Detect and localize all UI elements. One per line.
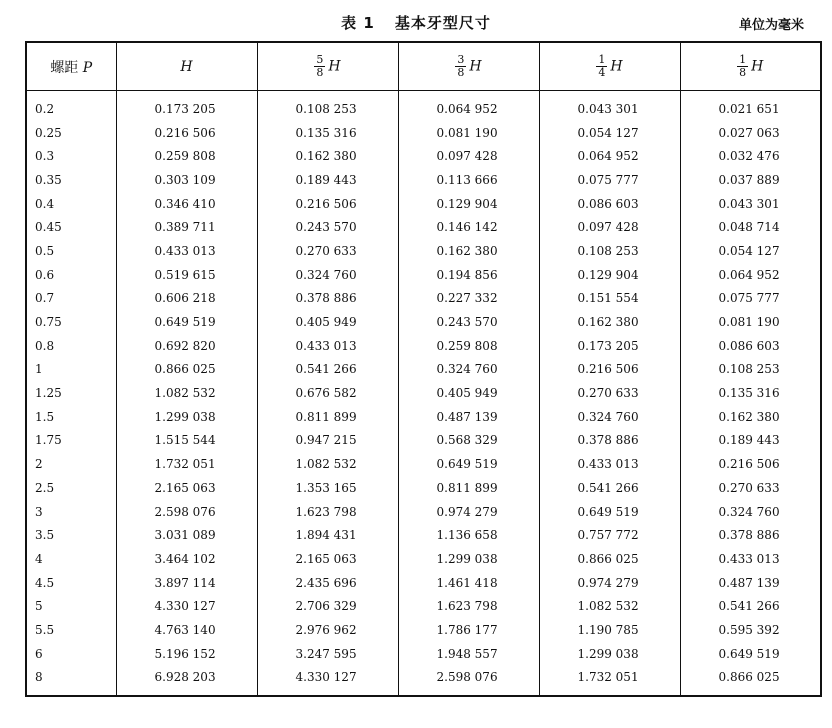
five-eighths-h-cell: 0.324 760 [257, 263, 398, 287]
pitch-cell: 0.4 [35, 196, 55, 211]
pitch-cell: 5.5 [35, 622, 55, 637]
five-eighths-h-cell: 0.676 582 [257, 381, 398, 405]
table-row [26, 144, 821, 168]
table-number: 表 1 [341, 14, 375, 32]
table-row [26, 476, 821, 500]
h-symbol: H [751, 58, 764, 75]
h-cell: 0.866 025 [116, 358, 257, 382]
three-eighths-h-cell: 0.568 329 [398, 429, 539, 453]
three-eighths-h-cell: 0.324 760 [398, 358, 539, 382]
eighth-h-cell: 0.595 392 [680, 618, 821, 642]
pitch-cell: 5 [35, 599, 43, 614]
h-cell: 0.692 820 [116, 334, 257, 358]
fraction-numerator: 5 [316, 53, 324, 66]
three-eighths-h-cell: 1.786 177 [398, 618, 539, 642]
quarter-h-cell: 0.151 554 [539, 287, 680, 311]
column-header-h [116, 42, 257, 91]
pitch-cell: 3 [35, 504, 43, 519]
three-eighths-h-cell: 1.623 798 [398, 594, 539, 618]
table-row [26, 594, 821, 618]
quarter-h-cell: 0.173 205 [539, 334, 680, 358]
quarter-h-cell: 0.043 301 [539, 91, 680, 121]
five-eighths-h-cell: 0.243 570 [257, 215, 398, 239]
eighth-h-cell: 0.064 952 [680, 263, 821, 287]
five-eighths-h-cell: 0.270 633 [257, 239, 398, 263]
five-eighths-h-cell: 3.247 595 [257, 642, 398, 666]
eighth-h-cell: 0.189 443 [680, 429, 821, 453]
eighth-h-cell: 0.216 506 [680, 452, 821, 476]
h-cell: 3.464 102 [116, 547, 257, 571]
h-cell: 3.031 089 [116, 523, 257, 547]
quarter-h-cell: 0.054 127 [539, 121, 680, 145]
fraction [737, 54, 748, 79]
fraction-denominator: 8 [316, 66, 324, 79]
pitch-cell: 0.2 [35, 101, 55, 116]
h-cell: 0.259 808 [116, 144, 257, 168]
three-eighths-h-cell: 1.461 418 [398, 571, 539, 595]
column-header-five-eighths-h [257, 42, 398, 91]
five-eighths-h-cell: 0.108 253 [257, 91, 398, 121]
quarter-h-cell: 1.299 038 [539, 642, 680, 666]
table-row [26, 91, 821, 121]
five-eighths-h-cell: 0.378 886 [257, 287, 398, 311]
h-cell: 0.346 410 [116, 192, 257, 216]
five-eighths-h-cell: 0.405 949 [257, 310, 398, 334]
five-eighths-h-cell: 0.162 380 [257, 144, 398, 168]
h-cell: 5.196 152 [116, 642, 257, 666]
quarter-h-cell: 0.086 603 [539, 192, 680, 216]
fraction-numerator: 1 [739, 53, 747, 66]
three-eighths-h-cell: 2.598 076 [398, 666, 539, 697]
eighth-h-cell: 0.027 063 [680, 121, 821, 145]
h-symbol: H [328, 58, 341, 75]
eighth-h-cell: 0.108 253 [680, 358, 821, 382]
table-caption: 基本牙型尺寸 [394, 14, 491, 32]
three-eighths-h-cell: 0.243 570 [398, 310, 539, 334]
quarter-h-cell: 0.649 519 [539, 500, 680, 524]
five-eighths-h-cell: 4.330 127 [257, 666, 398, 697]
five-eighths-h-cell: 0.433 013 [257, 334, 398, 358]
table-row [26, 310, 821, 334]
column-header-eighth-h [680, 42, 821, 91]
h-cell: 0.519 615 [116, 263, 257, 287]
three-eighths-h-cell: 0.162 380 [398, 239, 539, 263]
pitch-cell: 0.7 [35, 291, 55, 306]
h-cell: 0.433 013 [116, 239, 257, 263]
quarter-h-cell: 1.082 532 [539, 594, 680, 618]
three-eighths-h-cell: 0.405 949 [398, 381, 539, 405]
three-eighths-h-cell: 0.194 856 [398, 263, 539, 287]
thread-dimensions-table [25, 41, 822, 697]
table-row [26, 452, 821, 476]
h-cell: 2.598 076 [116, 500, 257, 524]
three-eighths-h-cell: 0.974 279 [398, 500, 539, 524]
pitch-symbol: P [82, 59, 93, 76]
eighth-h-cell: 0.021 651 [680, 91, 821, 121]
column-header-three-eighths-h [398, 42, 539, 91]
eighth-h-cell: 0.324 760 [680, 500, 821, 524]
pitch-cell: 1.5 [35, 409, 55, 424]
eighth-h-cell: 0.433 013 [680, 547, 821, 571]
h-cell: 0.173 205 [116, 91, 257, 121]
five-eighths-h-cell: 2.165 063 [257, 547, 398, 571]
eighth-h-cell: 0.054 127 [680, 239, 821, 263]
h-cell: 2.165 063 [116, 476, 257, 500]
table-body [26, 91, 821, 697]
quarter-h-cell: 0.270 633 [539, 381, 680, 405]
pitch-cell: 4 [35, 551, 43, 566]
fraction [455, 54, 466, 79]
pitch-cell: 0.75 [35, 315, 62, 330]
five-eighths-h-cell: 0.811 899 [257, 405, 398, 429]
pitch-cell: 0.3 [35, 149, 55, 164]
table-row [26, 215, 821, 239]
pitch-label: 螺距 [50, 59, 79, 76]
quarter-h-cell: 0.097 428 [539, 215, 680, 239]
h-cell: 3.897 114 [116, 571, 257, 595]
table-row [26, 547, 821, 571]
pitch-cell: 0.45 [35, 220, 62, 235]
five-eighths-h-cell: 0.541 266 [257, 358, 398, 382]
h-cell: 6.928 203 [116, 666, 257, 697]
three-eighths-h-cell: 0.129 904 [398, 192, 539, 216]
pitch-cell: 0.6 [35, 267, 55, 282]
h-cell: 0.389 711 [116, 215, 257, 239]
h-cell: 0.216 506 [116, 121, 257, 145]
pitch-cell: 8 [35, 670, 43, 685]
table-row [26, 642, 821, 666]
fraction-denominator: 8 [739, 66, 747, 79]
table-row [26, 500, 821, 524]
table-row [26, 287, 821, 311]
pitch-cell: 3.5 [35, 528, 55, 543]
eighth-h-cell: 0.037 889 [680, 168, 821, 192]
quarter-h-cell: 0.378 886 [539, 429, 680, 453]
quarter-h-cell: 0.075 777 [539, 168, 680, 192]
h-cell: 4.763 140 [116, 618, 257, 642]
three-eighths-h-cell: 1.948 557 [398, 642, 539, 666]
table-row [26, 192, 821, 216]
three-eighths-h-cell: 0.081 190 [398, 121, 539, 145]
pitch-cell: 1.75 [35, 433, 62, 448]
three-eighths-h-cell: 1.136 658 [398, 523, 539, 547]
eighth-h-cell: 0.075 777 [680, 287, 821, 311]
h-cell: 4.330 127 [116, 594, 257, 618]
table-row [26, 571, 821, 595]
pitch-cell: 0.25 [35, 125, 62, 140]
quarter-h-cell: 0.757 772 [539, 523, 680, 547]
h-symbol: H [469, 58, 482, 75]
eighth-h-cell: 0.162 380 [680, 405, 821, 429]
quarter-h-cell: 0.108 253 [539, 239, 680, 263]
quarter-h-cell: 0.324 760 [539, 405, 680, 429]
three-eighths-h-cell: 0.113 666 [398, 168, 539, 192]
fraction-numerator: 1 [598, 53, 606, 66]
five-eighths-h-cell: 1.894 431 [257, 523, 398, 547]
pitch-cell: 0.5 [35, 243, 55, 258]
five-eighths-h-cell: 0.135 316 [257, 121, 398, 145]
eighth-h-cell: 0.032 476 [680, 144, 821, 168]
five-eighths-h-cell: 2.976 962 [257, 618, 398, 642]
h-cell: 1.082 532 [116, 381, 257, 405]
fraction [596, 54, 607, 79]
three-eighths-h-cell: 0.487 139 [398, 405, 539, 429]
table-row [26, 121, 821, 145]
h-cell: 0.606 218 [116, 287, 257, 311]
three-eighths-h-cell: 0.064 952 [398, 91, 539, 121]
three-eighths-h-cell: 1.299 038 [398, 547, 539, 571]
eighth-h-cell: 0.135 316 [680, 381, 821, 405]
quarter-h-cell: 1.190 785 [539, 618, 680, 642]
three-eighths-h-cell: 0.146 142 [398, 215, 539, 239]
eighth-h-cell: 0.649 519 [680, 642, 821, 666]
table-row [26, 523, 821, 547]
eighth-h-cell: 0.866 025 [680, 666, 821, 697]
pitch-cell: 2.5 [35, 480, 55, 495]
fraction-denominator: 8 [457, 66, 465, 79]
three-eighths-h-cell: 0.649 519 [398, 452, 539, 476]
h-cell: 1.515 544 [116, 429, 257, 453]
table-row [26, 666, 821, 697]
table-row [26, 381, 821, 405]
eighth-h-cell: 0.043 301 [680, 192, 821, 216]
h-cell: 0.303 109 [116, 168, 257, 192]
quarter-h-cell: 0.866 025 [539, 547, 680, 571]
eighth-h-cell: 0.048 714 [680, 215, 821, 239]
pitch-cell: 0.8 [35, 338, 55, 353]
pitch-cell: 1 [35, 362, 43, 377]
pitch-cell: 0.35 [35, 172, 62, 187]
h-cell: 1.299 038 [116, 405, 257, 429]
eighth-h-cell: 0.541 266 [680, 594, 821, 618]
h-cell: 1.732 051 [116, 452, 257, 476]
h-symbol: H [180, 58, 193, 75]
eighth-h-cell: 0.086 603 [680, 334, 821, 358]
five-eighths-h-cell: 1.082 532 [257, 452, 398, 476]
three-eighths-h-cell: 0.259 808 [398, 334, 539, 358]
eighth-h-cell: 0.270 633 [680, 476, 821, 500]
quarter-h-cell: 0.162 380 [539, 310, 680, 334]
table-row [26, 239, 821, 263]
table-row [26, 263, 821, 287]
three-eighths-h-cell: 0.097 428 [398, 144, 539, 168]
eighth-h-cell: 0.487 139 [680, 571, 821, 595]
eighth-h-cell: 0.081 190 [680, 310, 821, 334]
column-header-quarter-h [539, 42, 680, 91]
pitch-cell: 6 [35, 646, 43, 661]
quarter-h-cell: 1.732 051 [539, 666, 680, 697]
table-row [26, 168, 821, 192]
quarter-h-cell: 0.129 904 [539, 263, 680, 287]
fraction-denominator: 4 [598, 66, 606, 79]
table-row [26, 405, 821, 429]
table-title [0, 12, 832, 33]
h-symbol: H [610, 58, 623, 75]
quarter-h-cell: 0.216 506 [539, 358, 680, 382]
five-eighths-h-cell: 0.947 215 [257, 429, 398, 453]
quarter-h-cell: 0.974 279 [539, 571, 680, 595]
pitch-cell: 1.25 [35, 386, 62, 401]
quarter-h-cell: 0.541 266 [539, 476, 680, 500]
quarter-h-cell: 0.064 952 [539, 144, 680, 168]
table-row [26, 358, 821, 382]
table-row [26, 618, 821, 642]
table-row [26, 429, 821, 453]
five-eighths-h-cell: 2.706 329 [257, 594, 398, 618]
quarter-h-cell: 0.433 013 [539, 452, 680, 476]
five-eighths-h-cell: 0.216 506 [257, 192, 398, 216]
fraction-numerator: 3 [457, 53, 465, 66]
fraction [314, 54, 325, 79]
five-eighths-h-cell: 2.435 696 [257, 571, 398, 595]
five-eighths-h-cell: 1.623 798 [257, 500, 398, 524]
eighth-h-cell: 0.378 886 [680, 523, 821, 547]
column-header-pitch [26, 42, 116, 91]
unit-note: 单位为毫米 [738, 18, 804, 33]
five-eighths-h-cell: 0.189 443 [257, 168, 398, 192]
three-eighths-h-cell: 0.811 899 [398, 476, 539, 500]
h-cell: 0.649 519 [116, 310, 257, 334]
three-eighths-h-cell: 0.227 332 [398, 287, 539, 311]
header-row [26, 42, 821, 91]
pitch-cell: 2 [35, 457, 43, 472]
table-row [26, 334, 821, 358]
five-eighths-h-cell: 1.353 165 [257, 476, 398, 500]
pitch-cell: 4.5 [35, 575, 55, 590]
